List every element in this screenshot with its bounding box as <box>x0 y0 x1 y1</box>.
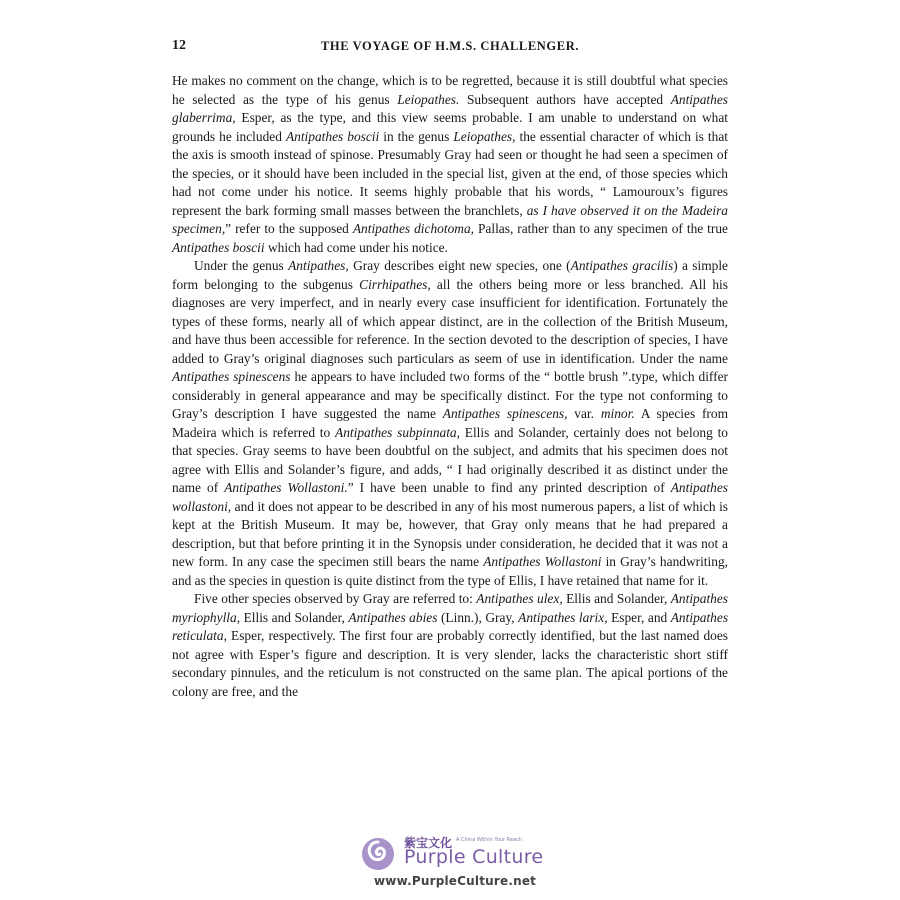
italic-term: Antipathes dichotoma, <box>352 221 474 236</box>
text-run: in Gray’s handwriting, and as the species in question is quite distinct from the type of Ellis, I have retained that name for it. <box>172 554 728 588</box>
text-run: ” I have been unable to find any printed description of <box>347 480 671 495</box>
paragraph-3 <box>172 590 728 701</box>
italic-term: Antipathes boscii <box>172 239 265 255</box>
text-run: Five other species observed by Gray are referred to: <box>194 591 477 606</box>
italic-term: Antipathes Wollastoni. <box>224 480 348 495</box>
text-run: Subsequent authors have accepted <box>459 91 671 107</box>
italic-term: as I have observed it on the Madeira specimen, <box>172 202 728 236</box>
text-run: all the others being more or less branched. All his diagnoses are very imperfect, and in nearly every case insufficient for identification. Fortunately the types of these forms, nearly all of which appear distinct, are in the collection of the British Museum, and have thus been accessible for reference. In the section devoted to the description of species, I have added to Gray’s original diagnoses such particulars as seem of use in identification. Under the name <box>172 276 728 366</box>
page-number: 12 <box>172 38 186 53</box>
text-run: He makes no comment on the change, which is to be regretted, because it is still doubtful what species he selected as the type of his genus <box>172 73 728 107</box>
watermark-url: www.PurpleCulture.net <box>374 874 537 888</box>
watermark-brand: Purple Culture <box>404 846 544 868</box>
italic-term: Leiopathes. <box>397 91 460 107</box>
italic-term: Leiopathes, <box>453 128 516 144</box>
text-run: Ellis and Solander, <box>240 609 349 625</box>
italic-term: Antipathes wollastoni, <box>172 480 728 514</box>
italic-term: minor. <box>600 406 635 421</box>
text-run: Gray describes eight new species, one ( <box>348 258 571 273</box>
text-run: A species from Madeira which is referred to <box>172 406 728 440</box>
paragraph-1 <box>172 72 728 257</box>
text-run: (Linn.), Gray, <box>437 609 519 625</box>
paragraph-2 <box>172 257 728 590</box>
text-run: Under the genus <box>194 258 289 273</box>
purple-culture-logo-icon <box>360 836 396 872</box>
text-run: Esper, respectively. The first four are probably correctly identified, but the last named does not agree with Esper’s figure and description. It is very slender, lacks the characteristic short stiff secondary pinnules, and the reticulum is not constructed on the same plan. The apical portions of the colony are free, and the <box>172 628 728 699</box>
italic-term: Cirrhipathes, <box>359 276 431 292</box>
italic-term: Antipathes abies <box>348 609 438 625</box>
body-text <box>172 72 728 701</box>
text-run: Ellis and Solander, certainly does not belong to that species. Gray seems to have been doubtful on the subject, and admits that his specimen does not agree with Ellis and Solander’s figure, and adds, “ I had originally described it as distinct under the name of <box>172 424 729 495</box>
text-run: Esper, as the type, and this view seems probable. I am unable to understand on what grounds he included <box>172 110 728 144</box>
running-title: THE VOYAGE OF H.M.S. CHALLENGER. <box>320 39 580 53</box>
running-head <box>172 38 728 58</box>
italic-term: Antipathes Wollastoni <box>483 554 602 569</box>
text-run: Ellis and Solander, <box>562 591 671 606</box>
watermark-tagline: A China Within Your Reach <box>456 837 522 843</box>
italic-term: Antipathes larix, <box>518 609 608 625</box>
italic-term: Antipathes subpinnata, <box>335 424 460 440</box>
watermark <box>360 832 560 894</box>
text-run: and it does not appear to be described in any of his most numerous papers, a list of which is kept at the British Museum. It may be, however, that Gray only means that he had prepared a description, but that before printing it in the Synopsis under consideration, he decided that it was not a new form. In any case the specimen still bears the name <box>172 498 728 569</box>
italic-term: Antipathes boscii <box>285 128 380 144</box>
italic-term: Antipathes, <box>288 258 349 273</box>
italic-term: Antipathes ulex, <box>476 591 563 606</box>
text-run: which had come under his notice. <box>264 239 448 255</box>
text-run: ” refer to the supposed <box>225 221 353 236</box>
page <box>172 38 728 701</box>
italic-term: Antipathes reticulata, <box>172 609 729 643</box>
text-run: Esper, and <box>607 609 671 625</box>
text-run: ) a simple form belonging to the subgenus <box>172 258 729 292</box>
italic-term: Antipathes gracilis <box>570 258 674 273</box>
italic-term: Antipathes myriophylla, <box>172 591 729 625</box>
italic-term: Antipathes spinescens, <box>442 406 568 421</box>
text-run: var. <box>567 406 601 421</box>
text-run: he appears to have included two forms of the “ bottle brush ”.type, which differ considerably in general appearance and may be specifically distinct. For the type not conforming to Gray’s description I have suggested the name <box>172 369 728 421</box>
watermark-chinese: 紫宝文化 <box>404 836 453 850</box>
text-run: the essential character of which is that the axis is smooth instead of spinose. Presumably Gray had seen or thought he had seen a specimen of the species, or it should have been included in the special list, given at the end, of those species which had not come under his notice. It seems highly probable that his words, “ Lamouroux’s figures represent the bark forming small masses between the branchlets, <box>172 128 728 218</box>
text-run: in the genus <box>379 128 454 144</box>
italic-term: Antipathes spinescens <box>172 369 291 384</box>
italic-term: Antipathes glaberrima, <box>172 91 728 125</box>
text-run: Pallas, rather than to any specimen of the true <box>474 221 728 236</box>
